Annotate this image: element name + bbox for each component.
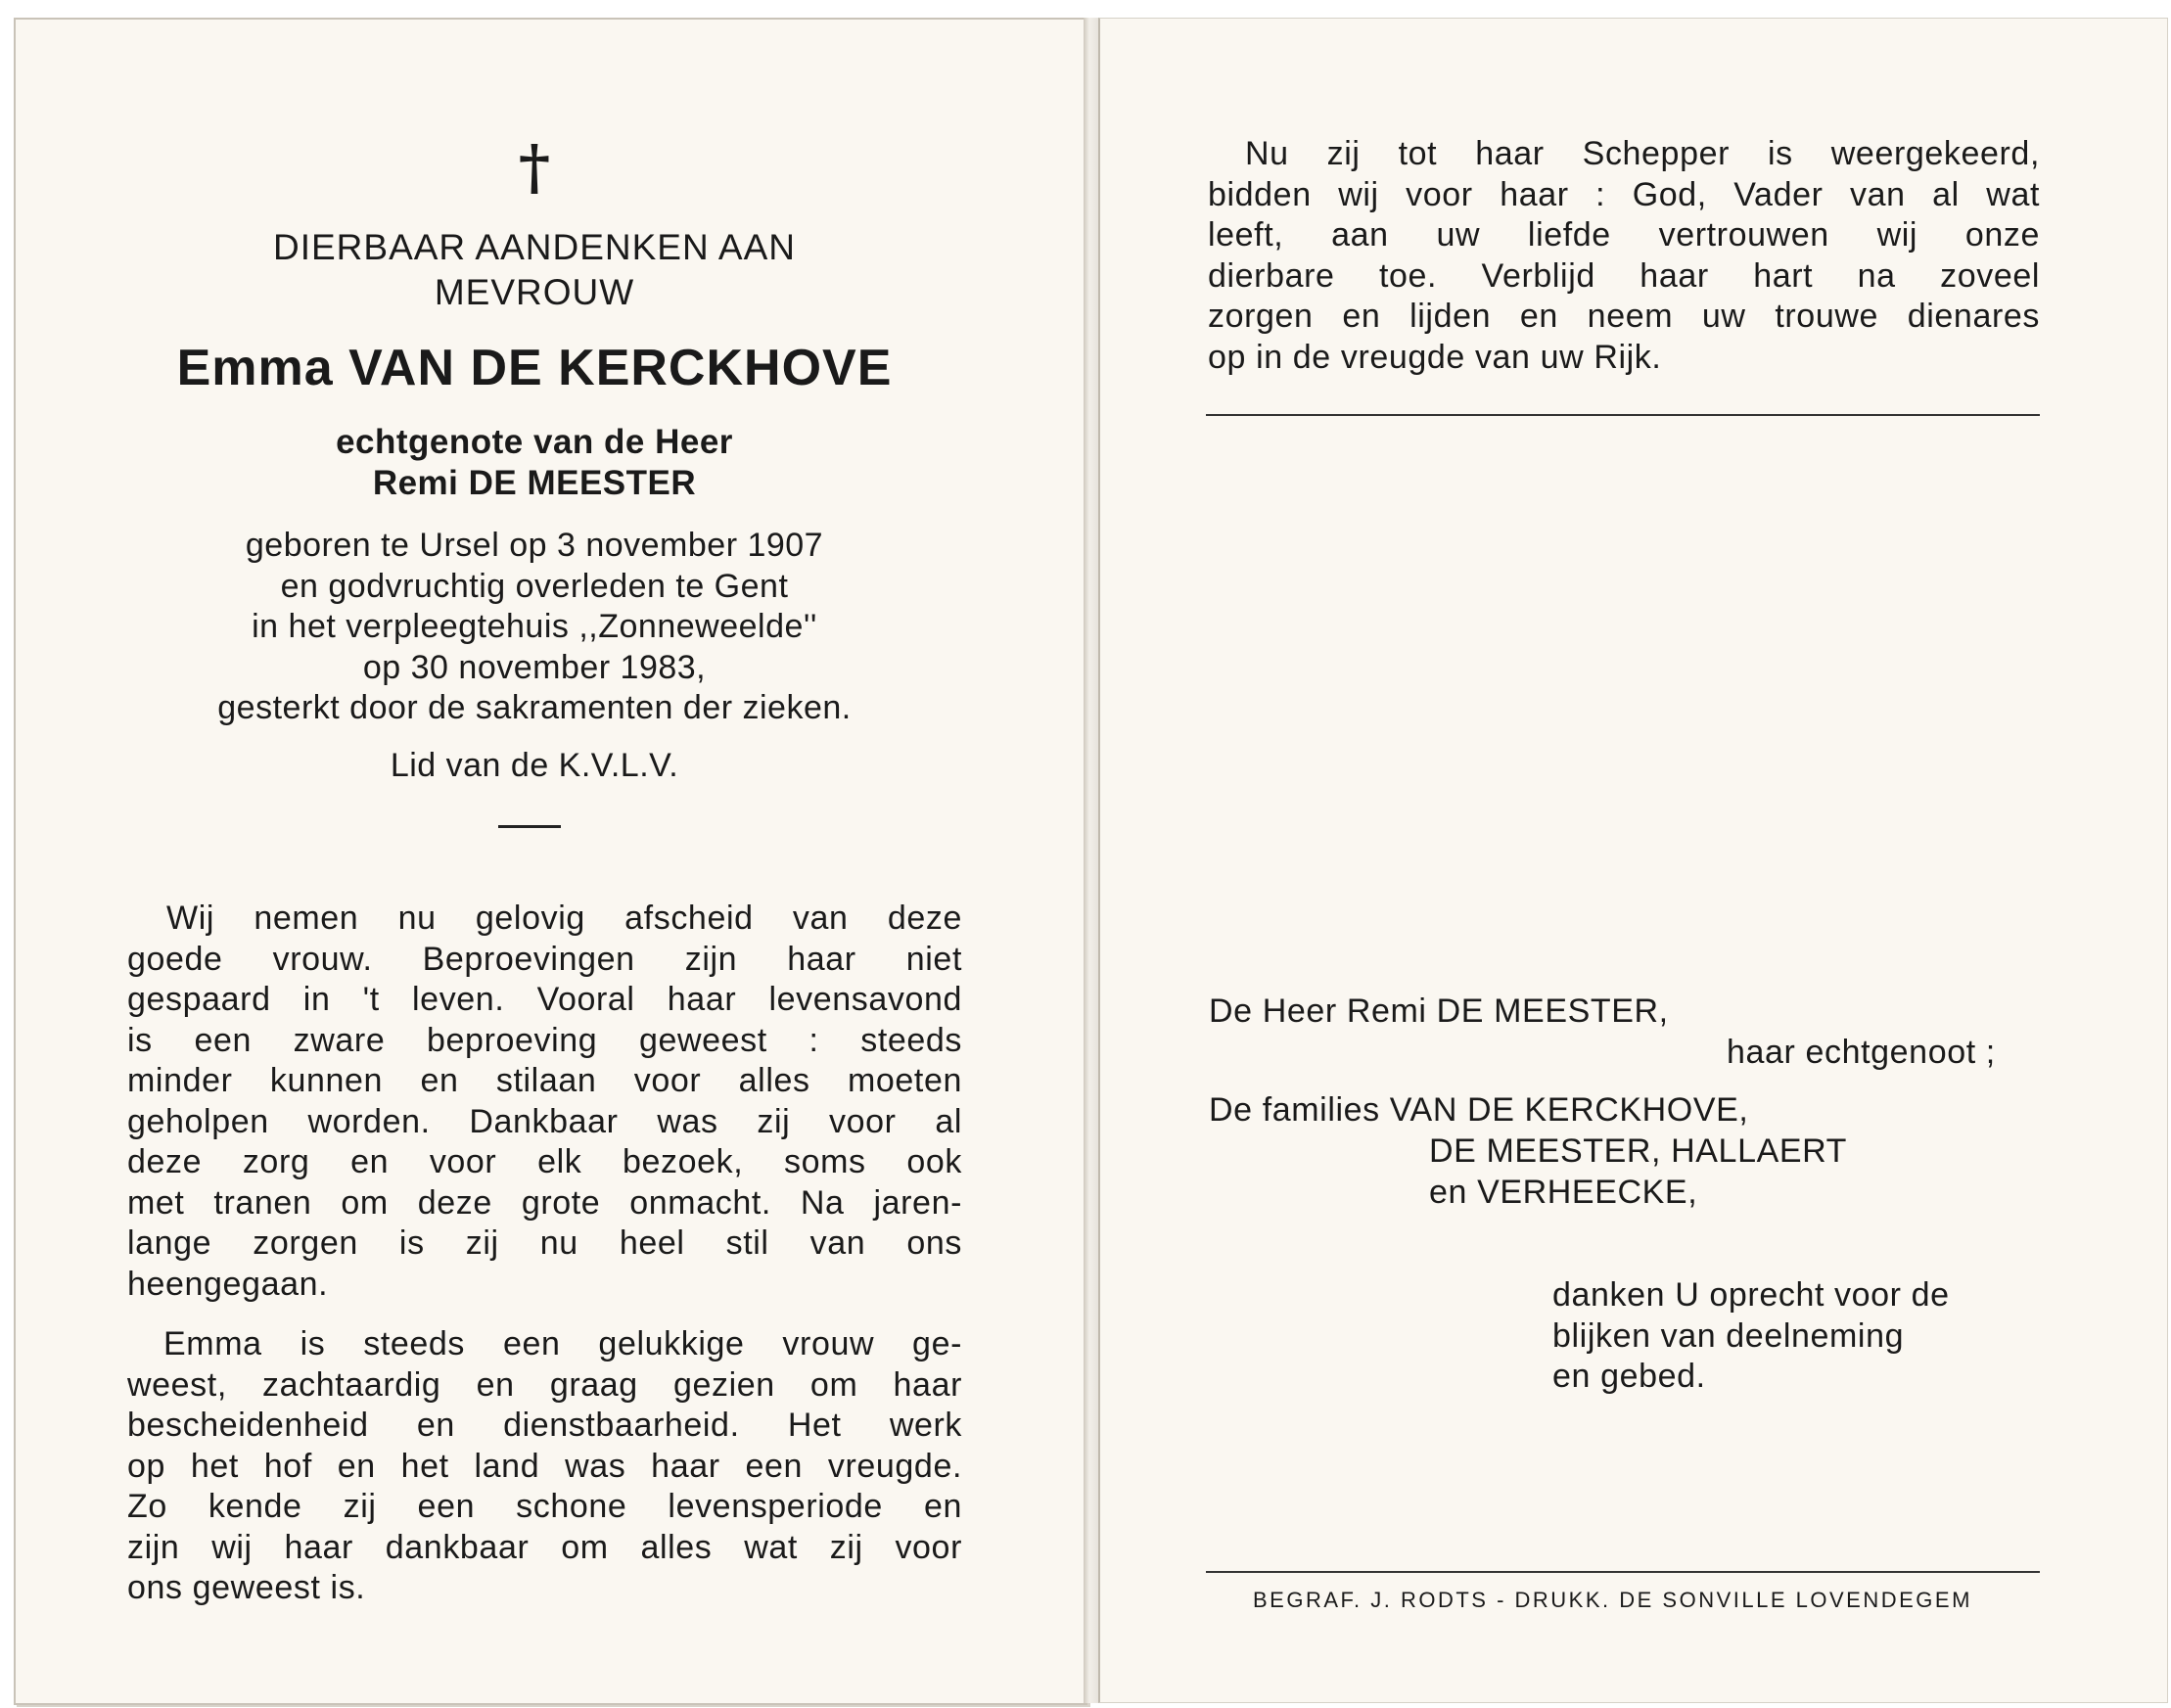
thanks-line: danken U oprecht voor de [1552, 1276, 1950, 1314]
eulogy-line: heengegaan. [127, 1265, 329, 1303]
detail-line: en godvruchtig overleden te Gent [280, 567, 789, 605]
prayer-line: op in de vreugde van uw Rijk. [1208, 338, 1662, 376]
membership: Lid van de K.V.L.V. [390, 747, 679, 784]
eulogy-line: Emma is steeds een gelukkige vrouw ge- [163, 1325, 962, 1362]
eulogy-line: op het hof en het land was haar een vreugde. [127, 1447, 962, 1485]
eulogy-paragraph-2 [127, 1324, 962, 1609]
thanks-block [1552, 1275, 1950, 1398]
eulogy-line: deze zorg en voor elk bezoek, soms ook [127, 1143, 962, 1180]
husband-line-1: De Heer Remi DE MEESTER, [1209, 992, 1669, 1030]
spouse-info [98, 422, 971, 504]
detail-line: geboren te Ursel op 3 november 1907 [245, 527, 824, 564]
card-fold [1084, 18, 1098, 1703]
prayer-line: zorgen en lijden en neem uw trouwe dienares [1208, 298, 2040, 335]
detail-line: op 30 november 1983, [362, 648, 707, 686]
prayer-line: leeft, aan uw liefde vertrouwen wij onze [1208, 216, 2040, 254]
thanks-line: blijken van deelneming [1552, 1316, 1905, 1355]
thanks-line: en gebed. [1552, 1358, 1706, 1395]
eulogy-line: Zo kende zij een schone levensperiode en [127, 1488, 962, 1525]
families-line-2: DE MEESTER, HALLAERT [1429, 1132, 1848, 1170]
prayer-line: Nu zij tot haar Schepper is weergekeerd, [1245, 135, 2040, 172]
eulogy-line: is een zware beproeving geweest : steeds [127, 1021, 962, 1059]
prayer-paragraph [1208, 134, 2040, 378]
spouse-line-2: Remi DE MEESTER [372, 464, 697, 502]
separator-rule [498, 825, 561, 828]
top-divider [1206, 414, 2040, 416]
spouse-line-1: echtgenote van de Heer [336, 423, 733, 461]
detail-line: in het verpleegtehuis ,,Zonneweelde'' [252, 608, 817, 645]
cross-icon: † [518, 131, 551, 203]
heading-line-2: MEVROUW [434, 272, 635, 312]
eulogy-line: gespaard in 't leven. Vooral haar levensavond [127, 981, 962, 1018]
life-details [98, 526, 971, 729]
eulogy-line: bescheidenheid en dienstbaarheid. Het werk [127, 1407, 962, 1444]
bottom-divider [1206, 1571, 2040, 1573]
families-line-1: De families VAN DE KERCKHOVE, [1209, 1091, 1749, 1129]
families-line-3: en VERHEECKE, [1429, 1174, 1698, 1211]
eulogy-line: Wij nemen nu gelovig afscheid van deze [166, 900, 962, 937]
eulogy-line: zijn wij haar dankbaar om alles wat zij voor [127, 1528, 962, 1566]
eulogy-paragraph-1 [127, 899, 962, 1305]
eulogy-line: geholpen worden. Dankbaar was zij voor al [127, 1102, 962, 1140]
eulogy-line: goede vrouw. Beproevingen zijn haar niet [127, 940, 962, 978]
heading [98, 225, 971, 315]
prayer-line: dierbare toe. Verblijd haar hart na zoveel [1208, 256, 2040, 295]
detail-line: gesterkt door de sakramenten der zieken. [217, 689, 852, 726]
eulogy-line: met tranen om deze grote onmacht. Na jaren- [127, 1183, 962, 1222]
eulogy-line: ons geweest is. [127, 1569, 366, 1606]
prayer-line: bidden wij voor haar : God, Vader van al wat [1208, 175, 2040, 213]
eulogy-line: lange zorgen is zij nu heel stil van ons [127, 1224, 962, 1262]
eulogy-line: weest, zachtaardig en graag gezien om haar [127, 1365, 962, 1404]
printer-credit: BEGRAF. J. RODTS - DRUKK. DE SONVILLE LOVENDEGEM [1253, 1588, 1972, 1612]
eulogy-line: minder kunnen en stilaan voor alles moeten [127, 1062, 962, 1099]
husband-line-2: haar echtgenoot ; [1727, 1034, 1996, 1071]
deceased-name: Emma VAN DE KERCKHOVE [176, 340, 893, 396]
heading-line-1: DIERBAAR AANDENKEN AAN [273, 227, 796, 267]
